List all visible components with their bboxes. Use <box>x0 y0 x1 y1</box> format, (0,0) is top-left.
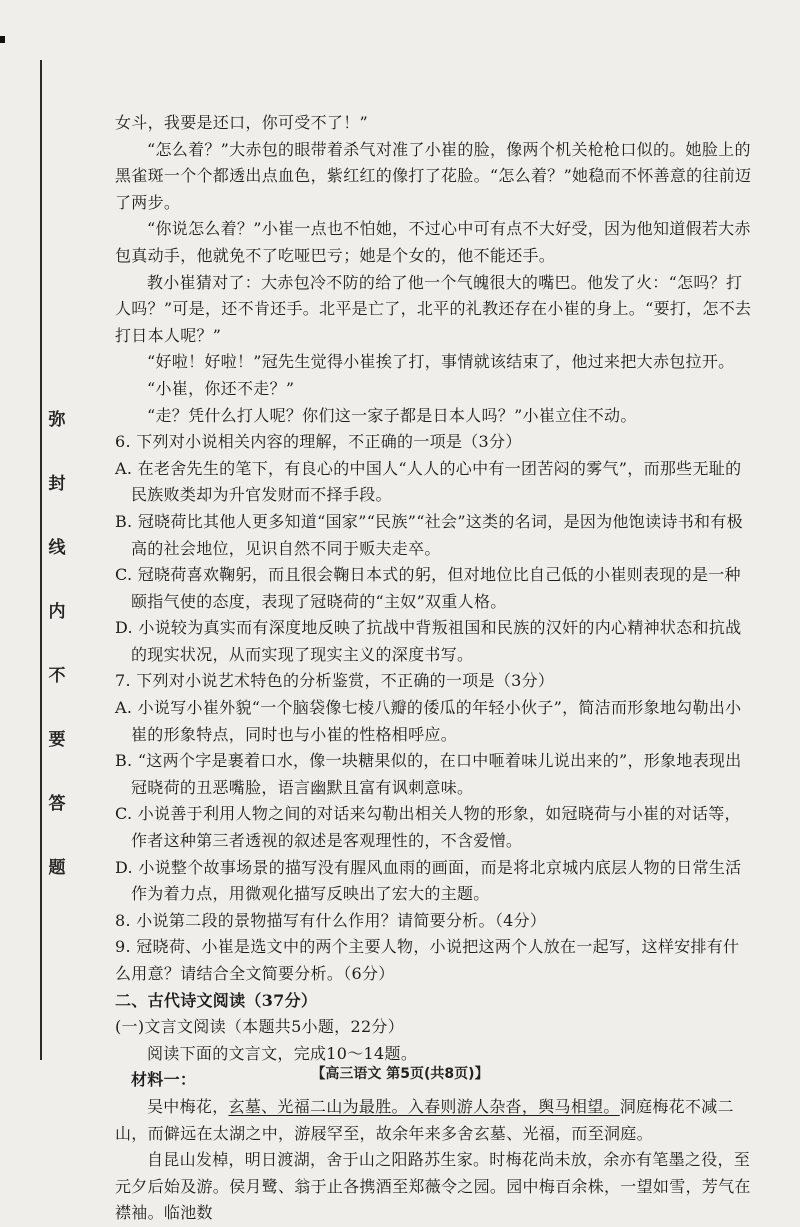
classical-text: 吴中梅花， <box>147 1096 229 1116</box>
story-paragraph: “怎么着？”大赤包的眼带着杀气对准了小崔的脸，像两个机关枪枪口似的。她脸上的黑雀斑一个个都透出点血色，紫红红的像打了花脸。“怎么着？”她稳而不怀善意的往前迈了两步。 <box>115 139 752 212</box>
binding-char: 不 <box>48 666 66 686</box>
binding-char: 弥 <box>48 410 66 430</box>
story-paragraph: 女斗，我要是还口，你可受不了！” <box>115 113 368 132</box>
subsection-heading: (一)文言文阅读（本题共5小题，22分） <box>115 1017 405 1037</box>
binding-line <box>40 60 42 1060</box>
corner-mark <box>0 36 5 43</box>
question-6-option-b: B. 冠晓荷比其他人更多知道“国家”“民族”“社会”这类的名词，是因为他饱读诗书和有极高的社会地位，见识自然不同于贩夫走卒。 <box>115 511 743 558</box>
binding-char: 要 <box>48 730 66 750</box>
binding-char: 内 <box>48 602 66 622</box>
question-7-option-c: C. 小说善于利用人物之间的对话来勾勒出相关人物的形象，如冠晓荷与小崔的对话等，作者这种第三者透视的叙述是客观理性的，不含爱憎。 <box>115 804 741 851</box>
classical-text: 洞庭梅花不减二山，而僻远在太湖之中，游屐罕至，故余年来多舍玄墓、光福，而至洞庭。 <box>115 1096 734 1143</box>
page-content <box>115 110 755 1227</box>
story-paragraph: “你说怎么着？”小崔一点也不怕她，不过心中可有点不大好受，因为他知道假若大赤包真动手，他就免不了吃哑巴亏；她是个女的，他不能还手。 <box>115 219 751 265</box>
reading-instruction: 阅读下面的文言文，完成10～14题。 <box>147 1043 418 1063</box>
question-8: 8. 小说第二段的景物描写有什么作用？请简要分析。（4分） <box>115 910 547 930</box>
question-7-option-b: B. “这两个字是裹着口水，像一块糖果似的，在口中咂着味儿说出来的”，形象地表现出冠晓荷的丑恶嘴脸，语言幽默且富有讽刺意味。 <box>115 751 742 797</box>
classical-paragraph: 自昆山发棹，明日渡湖，舍于山之阳路苏生家。时梅花尚未放，余亦有笔墨之役，至元夕后始及游。侯月鹭、翁于止各携酒至郑薇令之园。园中梅百余株，一望如雪，芳气在襟袖。临池数 <box>115 1150 751 1223</box>
section-heading: 二、古代诗文阅读（37分） <box>115 990 318 1010</box>
binding-char: 答 <box>48 794 66 814</box>
story-paragraph: “小崔，你还不走？” <box>147 378 295 398</box>
question-7-option-a: A. 小说写小崔外貌“一个脑袋像七棱八瓣的倭瓜的年轻小伙子”，简洁而形象地勾勒出小崔的形象特点，同时也与小崔的性格相呼应。 <box>115 698 742 744</box>
question-6-option-d: D. 小说较为真实而有深度地反映了抗战中背叛祖国和民族的汉奸的内心精神状态和抗战的现实状况，从而实现了现实主义的深度书写。 <box>115 618 742 664</box>
material-label: 材料一： <box>131 1070 197 1090</box>
question-6-option-c: C. 冠晓荷喜欢鞠躬，而且很会鞠日本式的躬，但对地位比自己低的小崔则表现的是一种颐指气使的态度，表现了冠晓荷的“主奴”双重人格。 <box>115 565 741 611</box>
binding-char: 线 <box>48 538 66 558</box>
story-paragraph: “走？凭什么打人呢？你们这一家子都是日本人吗？”小崔立住不动。 <box>147 405 637 425</box>
classical-paragraph <box>115 1094 755 1147</box>
page-footer: 【高三语文 第5页(共8页)】 <box>311 1066 489 1082</box>
binding-warning <box>43 405 71 878</box>
question-6-stem: 6. 下列对小说相关内容的理解，不正确的一项是（3分） <box>115 432 522 452</box>
question-6-option-a: A. 在老舍先生的笔下，有良心的中国人“人人的心中有一团苦闷的雾气”，而那些无耻的民族败类却为升官发财而不择手段。 <box>115 458 742 505</box>
underlined-sentence: 玄墓、光福二山为最胜。入春则游人杂沓，舆马相望。 <box>228 1096 620 1116</box>
question-9: 9. 冠晓荷、小崔是选文中的两个主要人物，小说把这两个人放在一起写，这样安排有什么用意？请结合全文简要分析。（6分） <box>115 937 740 983</box>
story-paragraph: “好啦！好啦！”冠先生觉得小崔挨了打，事情就该结束了，他过来把大赤包拉开。 <box>147 352 735 372</box>
binding-char: 题 <box>48 858 66 878</box>
story-paragraph: 教小崔猜对了：大赤包冷不防的给了他一个气魄很大的嘴巴。他发了火：“怎吗？打人吗？”可是，还不肯还手。北平是亡了，北平的礼教还存在小崔的身上。“要打，怎不去打日本人呢？” <box>115 272 752 345</box>
binding-char: 封 <box>48 474 66 494</box>
question-7-stem: 7. 下列对小说艺术特色的分析鉴赏，不正确的一项是（3分） <box>115 671 555 691</box>
question-7-option-d: D. 小说整个故事场景的描写没有腥风血雨的画面，而是将北京城内底层人物的日常生活作为着力点，用微观化描写反映出了宏大的主题。 <box>115 857 742 904</box>
